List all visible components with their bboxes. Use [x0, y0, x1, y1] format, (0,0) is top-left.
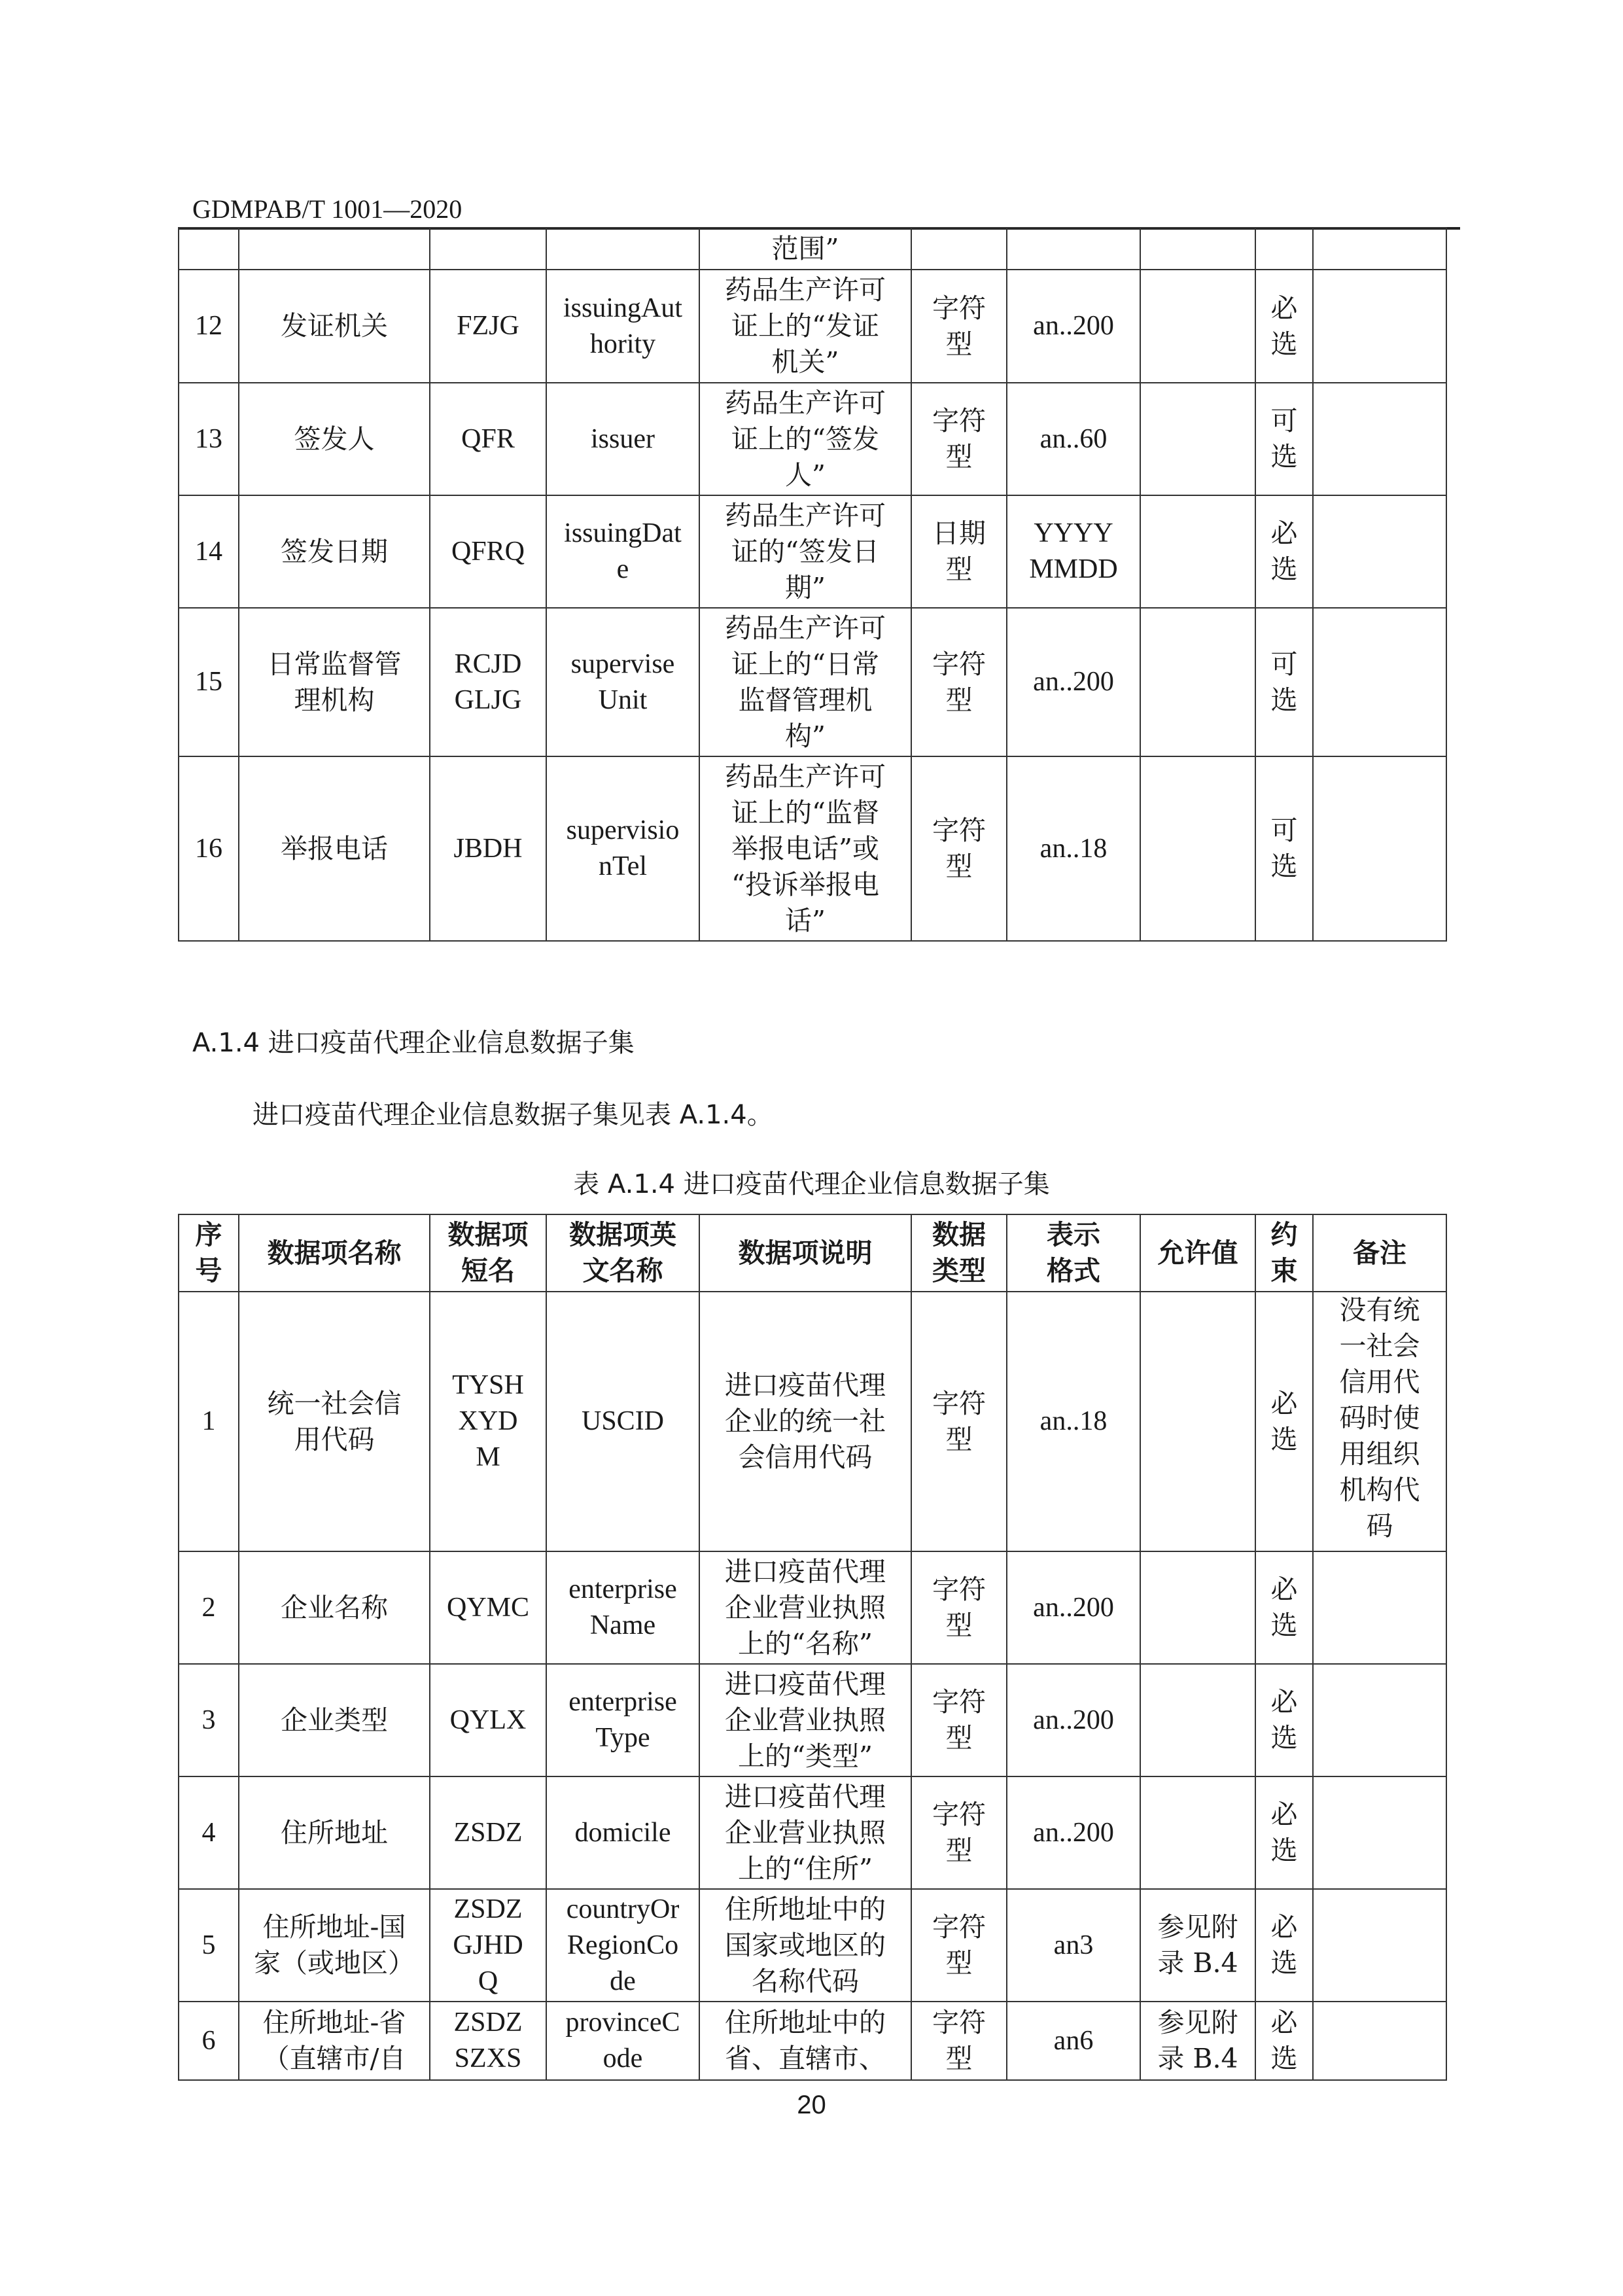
cell-type: 字符 型: [911, 608, 1007, 756]
cell-short: FZJG: [430, 270, 546, 383]
cell-name: 签发人: [239, 383, 430, 495]
header-allowed: 允许值: [1140, 1214, 1255, 1292]
header-desc: 数据项说明: [699, 1214, 911, 1292]
cell-allowed: [1140, 1664, 1255, 1776]
cell-no: 5: [179, 1889, 239, 2002]
cell-name: 企业名称: [239, 1551, 430, 1664]
cell-desc: 药品生产许可 证上的“监督 举报电话”或 “投诉举报电 话”: [699, 756, 911, 941]
cell-name: 住所地址: [239, 1776, 430, 1889]
header-short: 数据项 短名: [430, 1214, 546, 1292]
table-row: [179, 228, 1446, 270]
cell-type: 字符 型: [911, 1664, 1007, 1776]
cell-constraint: 必 选: [1255, 2002, 1313, 2080]
cell-note: 没有统 一社会 信用代 码时使 用组织 机构代 码: [1313, 1292, 1446, 1551]
cell-constraint: 必 选: [1255, 1776, 1313, 1889]
cell-allowed: [1140, 270, 1255, 383]
cell-short: QFR: [430, 383, 546, 495]
cell-desc: 进口疫苗代理 企业的统一社 会信用代码: [699, 1292, 911, 1551]
cell-note: [1313, 1889, 1446, 2002]
cell-desc: 药品生产许可 证上的“发证 机关”: [699, 270, 911, 383]
cell-name: 住所地址-国 家（或地区）: [239, 1889, 430, 2002]
cell-type: 字符 型: [911, 1776, 1007, 1889]
cell-type: 字符 型: [911, 383, 1007, 495]
table-row: [179, 1776, 1446, 1889]
cell-note: [1313, 383, 1446, 495]
cell-desc: 进口疫苗代理 企业营业执照 上的“名称”: [699, 1551, 911, 1664]
cell-allowed: [1140, 495, 1255, 608]
cell-allowed: [1140, 1551, 1255, 1664]
cell-desc: 进口疫苗代理 企业营业执照 上的“住所”: [699, 1776, 911, 1889]
cell-note: [1313, 495, 1446, 608]
cell-name: 日常监督管 理机构: [239, 608, 430, 756]
cell-format: an3: [1007, 1889, 1140, 2002]
cell-constraint: 必 选: [1255, 495, 1313, 608]
table-a-1-4: [178, 1214, 1447, 2081]
cell-no: 1: [179, 1292, 239, 1551]
table-row: [179, 608, 1446, 756]
cell-format: an..200: [1007, 608, 1140, 756]
page-number: 20: [797, 2091, 826, 2119]
cell-desc: 药品生产许可 证上的“日常 监督管理机 构”: [699, 608, 911, 756]
table-row: [179, 1292, 1446, 1551]
header-format: 表示 格式: [1007, 1214, 1140, 1292]
cell-constraint: 必 选: [1255, 1889, 1313, 2002]
cell-type: 日期 型: [911, 495, 1007, 608]
header-en: 数据项英 文名称: [546, 1214, 699, 1292]
cell-en: issuingAut hority: [546, 270, 699, 383]
cell-type: 字符 型: [911, 756, 1007, 941]
document-code-header: GDMPAB/T 1001—2020: [192, 194, 462, 224]
cell-no: 15: [179, 608, 239, 756]
cell-short: ZSDZ SZXS: [430, 2002, 546, 2080]
cell-allowed: [1140, 1776, 1255, 1889]
cell-constraint: 必 选: [1255, 1664, 1313, 1776]
cell-desc: 范围”: [699, 228, 911, 270]
cell-allowed: 参见附 录 B.4: [1140, 2002, 1255, 2080]
table-row: [179, 756, 1446, 941]
cell-type: 字符 型: [911, 2002, 1007, 2080]
cell-en: provinceC ode: [546, 2002, 699, 2080]
cell-no: 12: [179, 270, 239, 383]
cell-type: 字符 型: [911, 1292, 1007, 1551]
cell-short: QYLX: [430, 1664, 546, 1776]
cell-allowed: [1140, 608, 1255, 756]
cell-en: enterprise Name: [546, 1551, 699, 1664]
cell-name: 发证机关: [239, 270, 430, 383]
cell-format: an..200: [1007, 1664, 1140, 1776]
cell-no: 2: [179, 1551, 239, 1664]
cell-constraint: 必 选: [1255, 1292, 1313, 1551]
cell-note: [1313, 608, 1446, 756]
cell-name: 签发日期: [239, 495, 430, 608]
table-header-row: [179, 1214, 1446, 1292]
cell-en: issuingDat e: [546, 495, 699, 608]
cell-format: YYYY MMDD: [1007, 495, 1140, 608]
table-row: [179, 1664, 1446, 1776]
cell-desc: 药品生产许可 证上的“签发 人”: [699, 383, 911, 495]
cell-en: supervise Unit: [546, 608, 699, 756]
table-row: [179, 1551, 1446, 1664]
cell-en: USCID: [546, 1292, 699, 1551]
cell-format: an6: [1007, 2002, 1140, 2080]
cell-name: 住所地址-省 （直辖市/自: [239, 2002, 430, 2080]
cell-name: 企业类型: [239, 1664, 430, 1776]
cell-note: [1313, 1776, 1446, 1889]
table-caption: 表 A.1.4 进口疫苗代理企业信息数据子集: [573, 1169, 1050, 1199]
cell-allowed: [1140, 1292, 1255, 1551]
cell-type: 字符 型: [911, 1889, 1007, 2002]
cell-desc: 住所地址中的 国家或地区的 名称代码: [699, 1889, 911, 2002]
header-name: 数据项名称: [239, 1214, 430, 1292]
header-no: 序 号: [179, 1214, 239, 1292]
cell-desc: 住所地址中的 省、直辖市、: [699, 2002, 911, 2080]
cell-en: enterprise Type: [546, 1664, 699, 1776]
cell-name: 统一社会信 用代码: [239, 1292, 430, 1551]
cell-format: an..60: [1007, 383, 1140, 495]
cell-short: QFRQ: [430, 495, 546, 608]
cell-allowed: [1140, 383, 1255, 495]
table-row: [179, 2002, 1446, 2080]
cell-format: an..200: [1007, 1551, 1140, 1664]
cell-desc: 药品生产许可 证的“签发日 期”: [699, 495, 911, 608]
cell-short: ZSDZ GJHD Q: [430, 1889, 546, 2002]
cell-type: 字符 型: [911, 1551, 1007, 1664]
cell-format: an..200: [1007, 270, 1140, 383]
table-row: [179, 495, 1446, 608]
cell-note: [1313, 2002, 1446, 2080]
cell-format: an..18: [1007, 756, 1140, 941]
cell-note: [1313, 1664, 1446, 1776]
cell-format: an..18: [1007, 1292, 1140, 1551]
cell-short: QYMC: [430, 1551, 546, 1664]
cell-constraint: 可 选: [1255, 383, 1313, 495]
cell-no: 13: [179, 383, 239, 495]
cell-constraint: 必 选: [1255, 270, 1313, 383]
cell-en: issuer: [546, 383, 699, 495]
cell-note: [1313, 1551, 1446, 1664]
cell-allowed: [1140, 756, 1255, 941]
cell-desc: 进口疫苗代理 企业营业执照 上的“类型”: [699, 1664, 911, 1776]
section-title: A.1.4 进口疫苗代理企业信息数据子集: [192, 1028, 635, 1058]
cell-note: [1313, 756, 1446, 941]
header-note: 备注: [1313, 1214, 1446, 1292]
cell-no: 16: [179, 756, 239, 941]
cell-no: 3: [179, 1664, 239, 1776]
cell-short: TYSH XYD M: [430, 1292, 546, 1551]
cell-constraint: 可 选: [1255, 608, 1313, 756]
cell-short: ZSDZ: [430, 1776, 546, 1889]
cell-constraint: 可 选: [1255, 756, 1313, 941]
table-row: [179, 1889, 1446, 2002]
section-paragraph: 进口疫苗代理企业信息数据子集见表 A.1.4。: [253, 1100, 773, 1130]
cell-note: [1313, 270, 1446, 383]
table-continued: [178, 227, 1447, 942]
cell-short: JBDH: [430, 756, 546, 941]
table-row: [179, 383, 1446, 495]
cell-en: supervisio nTel: [546, 756, 699, 941]
cell-no: 14: [179, 495, 239, 608]
cell-no: 6: [179, 2002, 239, 2080]
cell-en: domicile: [546, 1776, 699, 1889]
cell-allowed: 参见附 录 B.4: [1140, 1889, 1255, 2002]
cell-name: 举报电话: [239, 756, 430, 941]
cell-no: 4: [179, 1776, 239, 1889]
cell-short: RCJD GLJG: [430, 608, 546, 756]
cell-format: an..200: [1007, 1776, 1140, 1889]
table-row: [179, 270, 1446, 383]
header-constraint: 约 束: [1255, 1214, 1313, 1292]
cell-en: countryOr RegionCo de: [546, 1889, 699, 2002]
cell-type: 字符 型: [911, 270, 1007, 383]
cell-constraint: 必 选: [1255, 1551, 1313, 1664]
header-type: 数据 类型: [911, 1214, 1007, 1292]
